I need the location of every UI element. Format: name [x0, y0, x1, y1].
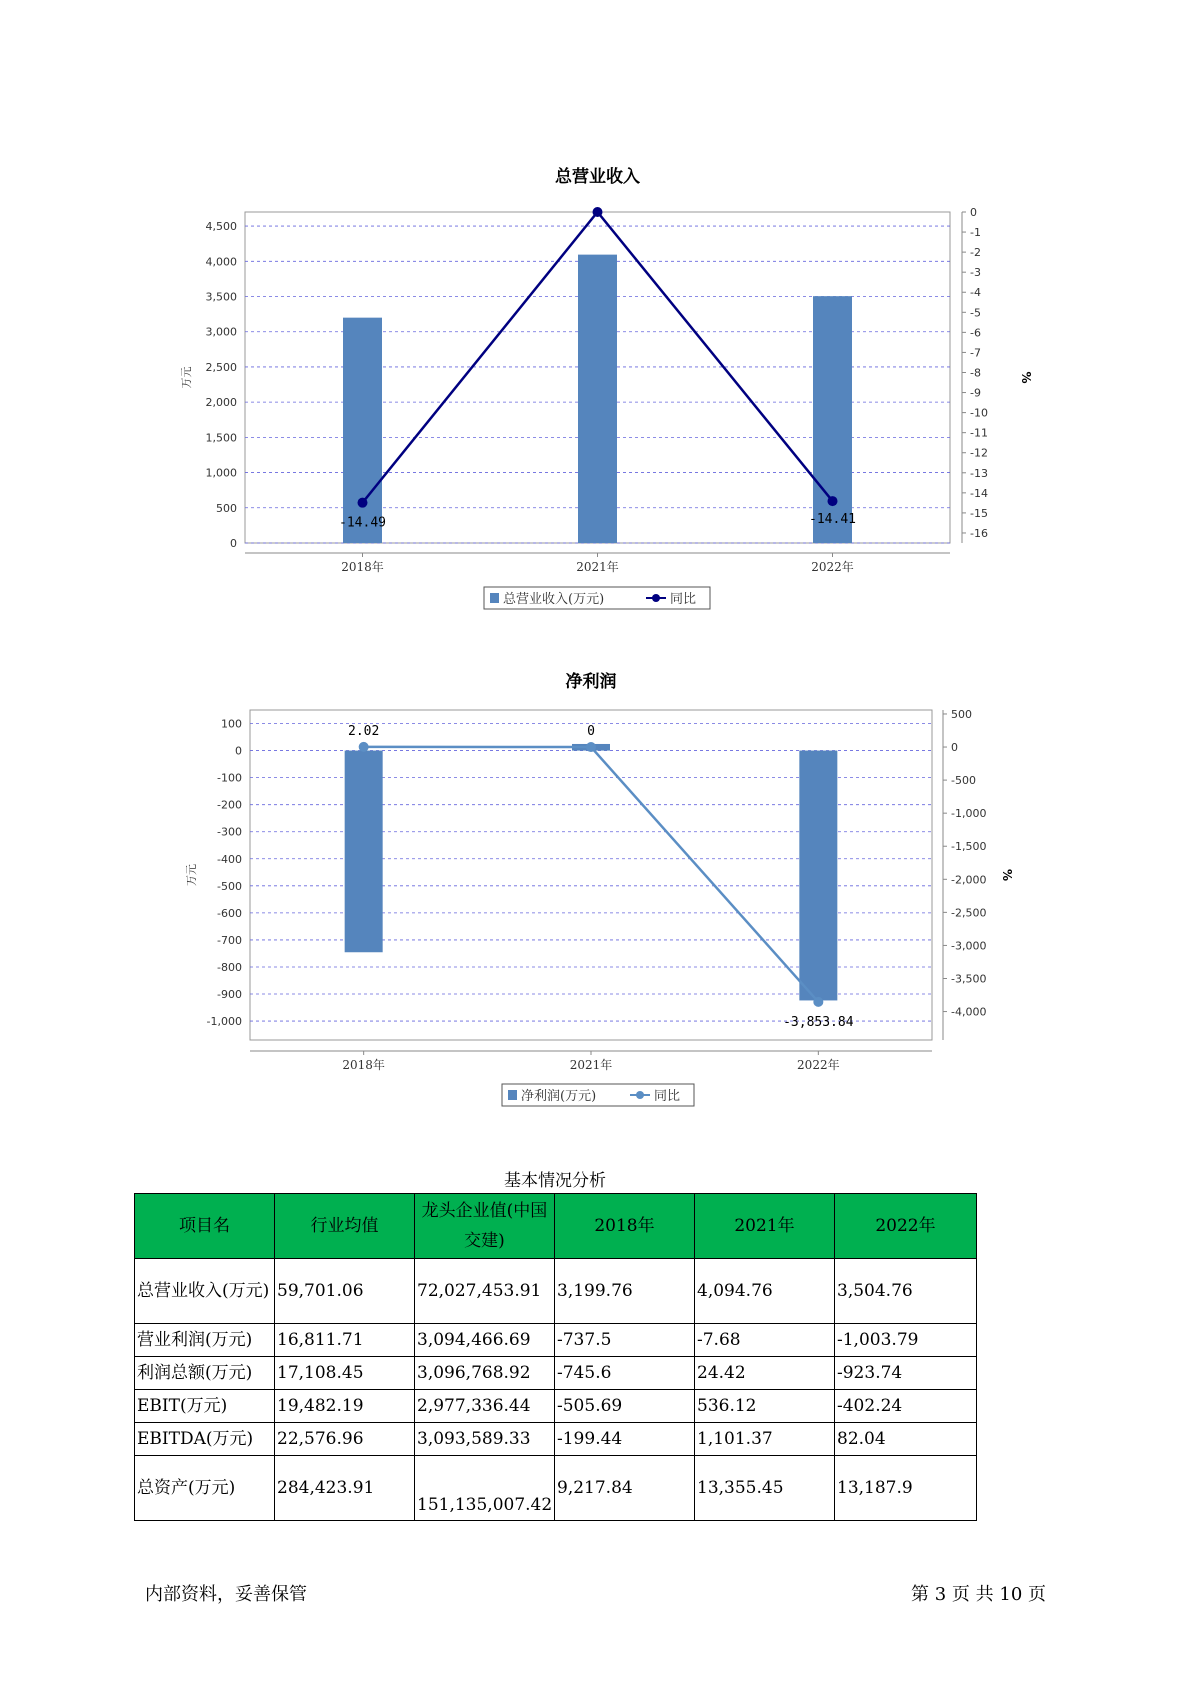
cell: 536.12 — [695, 1390, 835, 1423]
y-tick-label: -100 — [217, 771, 242, 785]
row-label: 总营业收入(万元) — [135, 1259, 275, 1324]
cell: 2,977,336.44 — [415, 1390, 555, 1423]
y-tick-label: 4,000 — [205, 255, 237, 269]
y-tick-label: -900 — [217, 988, 242, 1002]
bar — [343, 318, 382, 543]
table-row — [135, 1423, 977, 1456]
y2-tick-label: -9 — [970, 386, 981, 400]
y-tick-label: 1,500 — [205, 431, 237, 445]
x-tick-label: 2018年 — [341, 560, 384, 574]
stats-table — [134, 1193, 977, 1521]
cell: 22,576.96 — [275, 1423, 415, 1456]
cell: -402.24 — [835, 1390, 977, 1423]
table-caption: 基本情况分析 — [504, 1171, 606, 1191]
y-tick-label: -1,000 — [206, 1015, 242, 1029]
y2-tick-label: -12 — [970, 446, 988, 460]
y-tick-label: -200 — [217, 798, 242, 812]
cell: 13,187.9 — [835, 1456, 977, 1521]
legend-bar-label: 总营业收入(万元) — [503, 592, 605, 607]
y-tick-label: -700 — [217, 933, 242, 947]
y2-axis-label: % — [1019, 371, 1033, 384]
table-row — [135, 1357, 977, 1390]
cell: 4,094.76 — [695, 1259, 835, 1324]
legend-bar-swatch — [490, 593, 499, 603]
net-profit-chart-svg — [0, 660, 1191, 1130]
yoy-point — [359, 742, 369, 752]
y-tick-label: 2,500 — [205, 360, 237, 374]
y2-tick-label: -13 — [970, 466, 988, 480]
yoy-data-label: -14.41 — [809, 512, 856, 528]
yoy-point — [358, 498, 368, 508]
y-tick-label: -500 — [217, 879, 242, 893]
y2-tick-label: 500 — [951, 707, 972, 721]
legend-line-marker — [636, 1091, 644, 1099]
yoy-data-label: 0 — [587, 724, 595, 740]
y2-tick-label: -11 — [970, 426, 988, 440]
y-tick-label: 2,000 — [205, 396, 237, 410]
cell: 3,504.76 — [835, 1259, 977, 1324]
bar — [345, 751, 383, 953]
y2-tick-label: 0 — [951, 741, 958, 755]
row-label: 营业利润(万元) — [135, 1324, 275, 1357]
cell: -1,003.79 — [835, 1324, 977, 1357]
cell: -737.5 — [555, 1324, 695, 1357]
yoy-data-label: -3,853.84 — [783, 1014, 854, 1030]
yoy-data-label: -14.49 — [339, 515, 386, 531]
y2-tick-label: -2,000 — [951, 873, 987, 887]
cell: -199.44 — [555, 1423, 695, 1456]
footer-page-number: 第 3 页 共 10 页 — [911, 1584, 1046, 1605]
y-tick-label: 100 — [221, 717, 242, 731]
x-tick-label: 2021年 — [569, 1058, 613, 1072]
header-industry-avg: 行业均值 — [275, 1194, 415, 1259]
row-label: 利润总额(万元) — [135, 1357, 275, 1390]
y-axis-label: 万元 — [180, 366, 193, 389]
chart-title: 净利润 — [565, 672, 617, 692]
y-tick-label: 4,500 — [205, 220, 237, 234]
footer-confidential-note: 内部资料，妥善保管 — [145, 1584, 307, 1605]
header-2018: 2018年 — [555, 1194, 695, 1259]
cell: -7.68 — [695, 1324, 835, 1357]
y2-tick-label: -3,000 — [951, 939, 987, 953]
y-tick-label: -800 — [217, 960, 242, 974]
bar — [799, 751, 837, 1001]
y2-tick-label: -6 — [970, 326, 981, 340]
y2-tick-label: -1,500 — [951, 840, 987, 854]
yoy-point — [828, 496, 838, 506]
y2-tick-label: 0 — [970, 206, 977, 219]
y2-tick-label: -15 — [970, 506, 988, 520]
y-tick-label: -300 — [217, 825, 242, 839]
net-profit-chart — [0, 660, 1191, 1130]
yoy-data-label: 2.02 — [348, 723, 380, 739]
header-item-name: 项目名 — [135, 1194, 275, 1259]
cell: -923.74 — [835, 1357, 977, 1390]
cell: 19,482.19 — [275, 1390, 415, 1423]
y2-tick-label: -500 — [951, 774, 976, 788]
y-tick-label: 3,500 — [205, 290, 237, 304]
y2-tick-label: -4 — [970, 286, 981, 300]
header-2021: 2021年 — [695, 1194, 835, 1259]
yoy-point — [813, 997, 823, 1007]
cell: 16,811.71 — [275, 1324, 415, 1357]
y-tick-label: 0 — [230, 537, 237, 550]
row-label: EBITDA(万元) — [135, 1423, 275, 1456]
table-row — [135, 1259, 977, 1324]
header-leader-value: 龙头企业值(中国交建) — [415, 1194, 555, 1259]
y2-tick-label: -1 — [970, 226, 981, 240]
chart-title: 总营业收入 — [555, 167, 640, 187]
row-label: 总资产(万元) — [135, 1456, 275, 1521]
y2-tick-label: -2,500 — [951, 906, 987, 920]
y-tick-label: 3,000 — [205, 325, 237, 339]
cell: 82.04 — [835, 1423, 977, 1456]
x-tick-label: 2021年 — [576, 560, 619, 574]
y2-tick-label: -16 — [970, 526, 988, 540]
cell: 3,096,768.92 — [415, 1357, 555, 1390]
y2-tick-label: -7 — [970, 346, 981, 360]
legend-line-marker — [652, 594, 660, 602]
x-tick-label: 2022年 — [797, 1058, 840, 1072]
legend-bar-swatch — [508, 1090, 517, 1100]
y2-axis-label: % — [1000, 868, 1014, 882]
yoy-point — [586, 742, 596, 752]
table-header-row — [135, 1194, 977, 1259]
y2-tick-label: -10 — [970, 406, 988, 420]
cell: 59,701.06 — [275, 1259, 415, 1324]
y-axis-label: 万元 — [185, 864, 198, 886]
cell: 1,101.37 — [695, 1423, 835, 1456]
x-tick-label: 2022年 — [811, 560, 854, 574]
revenue-chart-svg — [0, 150, 1191, 620]
table-row — [135, 1324, 977, 1357]
y-tick-label: -400 — [217, 852, 242, 866]
y-tick-label: 0 — [235, 744, 242, 758]
y2-tick-label: -3 — [970, 266, 981, 280]
cell: 72,027,453.91 — [415, 1259, 555, 1324]
cell: 3,094,466.69 — [415, 1324, 555, 1357]
y2-tick-label: -3,500 — [951, 972, 987, 986]
y2-tick-label: -8 — [970, 366, 981, 380]
cell: 24.42 — [695, 1357, 835, 1390]
row-label: EBIT(万元) — [135, 1390, 275, 1423]
bar — [578, 255, 617, 543]
legend-bar-label: 净利润(万元) — [521, 1089, 597, 1104]
table-row — [135, 1390, 977, 1423]
cell: 13,355.45 — [695, 1456, 835, 1521]
cell: -745.6 — [555, 1357, 695, 1390]
y2-tick-label: -4,000 — [951, 1005, 987, 1019]
cell: 3,199.76 — [555, 1259, 695, 1324]
yoy-point — [593, 207, 603, 217]
y2-tick-label: -5 — [970, 306, 981, 320]
cell: 17,108.45 — [275, 1357, 415, 1390]
x-tick-label: 2018年 — [342, 1058, 385, 1072]
header-2022: 2022年 — [835, 1194, 977, 1259]
y2-tick-label: -2 — [970, 246, 981, 260]
y2-tick-label: -1,000 — [951, 807, 987, 821]
revenue-chart — [0, 150, 1191, 620]
y-tick-label: -600 — [217, 906, 242, 920]
legend-line-label: 同比 — [670, 592, 697, 607]
y2-tick-label: -14 — [970, 486, 988, 500]
cell: 284,423.91 — [275, 1456, 415, 1521]
cell: 3,093,589.33 — [415, 1423, 555, 1456]
y-tick-label: 500 — [216, 501, 237, 515]
cell: 151,135,007.42 — [415, 1456, 555, 1521]
cell: 9,217.84 — [555, 1456, 695, 1521]
table-row — [135, 1456, 977, 1521]
legend-line-label: 同比 — [654, 1089, 681, 1104]
cell: -505.69 — [555, 1390, 695, 1423]
y-tick-label: 1,000 — [205, 466, 237, 480]
